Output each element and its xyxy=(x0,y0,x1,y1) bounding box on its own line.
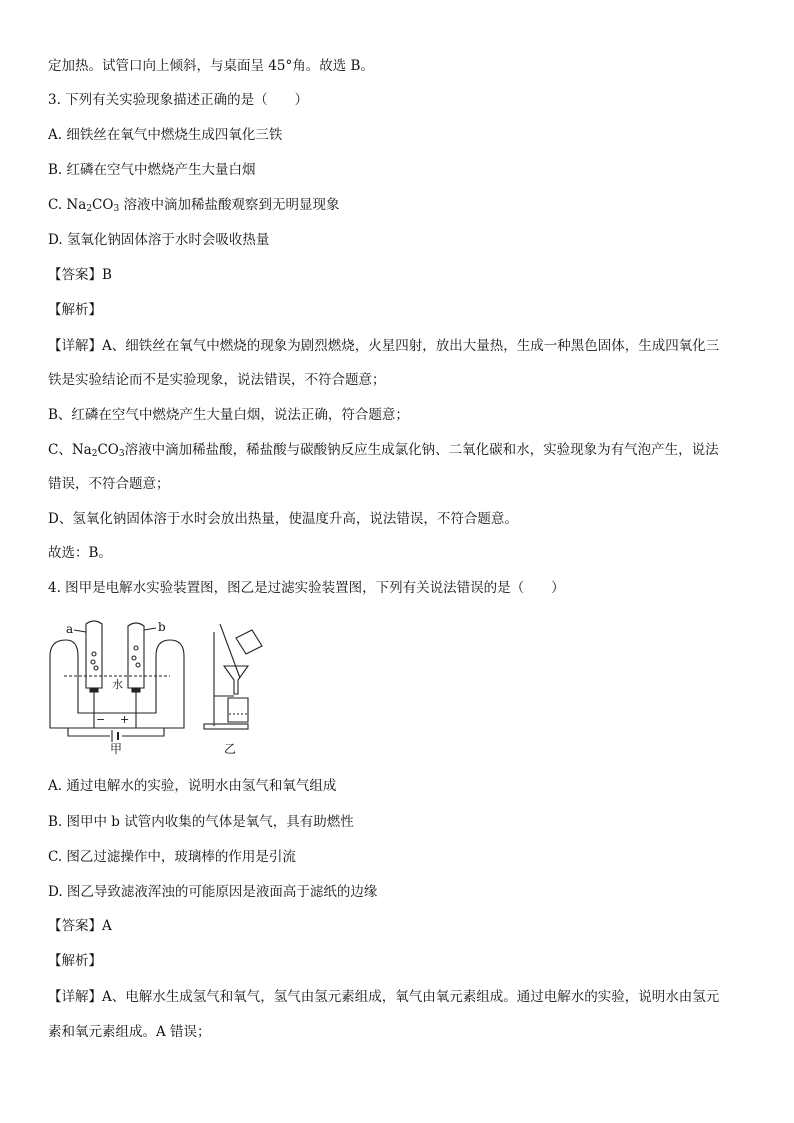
figure-caption-jia: 甲 xyxy=(110,742,123,756)
question-3-stem: 3. 下列有关实验现象描述正确的是（ ） xyxy=(48,92,309,108)
question-4-detail-line: 【详解】A、电解水生成氢气和氧气，氢气由氢元素组成，氧气由氧元素组成。通过电解水的实验，说明水由氢元 xyxy=(48,989,720,1005)
question-4-stem: 4. 图甲是电解水实验装置图，图乙是过滤实验装置图，下列有关说法错误的是（ ） xyxy=(48,580,565,596)
question-3-detail-line: 铁是实验结论而不是实验现象，说法错误，不符合题意； xyxy=(48,372,386,388)
question-3-detail-line: B、红磷在空气中燃烧产生大量白烟，说法正确，符合题意； xyxy=(48,407,409,423)
question-3-detail-line: 【详解】A、细铁丝在氧气中燃烧的现象为剧烈燃烧，火星四射，放出大量热，生成一种黑色固体，生成四氧化三 xyxy=(48,338,720,354)
water-label: 水 xyxy=(112,678,123,691)
apparatus-drawing xyxy=(48,618,308,763)
positive-terminal-label: + xyxy=(120,713,130,726)
question-4-option-a: A. 通过电解水的实验，说明水由氢气和氧气组成 xyxy=(48,778,337,794)
question-3-option-a: A. 细铁丝在氧气中燃烧生成四氧化三铁 xyxy=(48,127,283,143)
tube-a-label: a xyxy=(66,622,74,636)
question-3-analysis-heading: 【解析】 xyxy=(48,302,102,318)
question-4-answer: 【答案】A xyxy=(48,918,112,934)
question-4-analysis-heading: 【解析】 xyxy=(48,953,102,969)
question-3-conclusion: 故选：B。 xyxy=(48,545,112,561)
tube-b-label: b xyxy=(158,620,166,634)
question-4-option-d: D. 图乙导致滤液浑浊的可能原因是液面高于滤纸的边缘 xyxy=(48,884,378,900)
question-4-option-c: C. 图乙过滤操作中，玻璃棒的作用是引流 xyxy=(48,849,296,865)
figure-caption-yi: 乙 xyxy=(224,742,237,756)
question-3-detail-line: D、氢氧化钠固体溶于水时会放出热量，使温度升高，说法错误，不符合题意。 xyxy=(48,511,518,527)
question-3-answer: 【答案】B xyxy=(48,267,112,283)
negative-terminal-label: − xyxy=(96,713,106,726)
question-4-option-b: B. 图甲中 b 试管内收集的气体是氧气，具有助燃性 xyxy=(48,814,354,830)
question-3-option-d: D. 氢氧化钠固体溶于水时会吸收热量 xyxy=(48,232,270,248)
question-4-detail-line: 素和氧元素组成。A 错误； xyxy=(48,1024,211,1040)
question-3-detail-line: 错误，不符合题意； xyxy=(48,476,170,492)
question-3-option-b: B. 红磷在空气中燃烧产生大量白烟 xyxy=(48,162,256,178)
question-3-detail-line: C、$Na_2CO_3$溶液中滴加稀盐酸，稀盐酸与碳酸钠反应生成氯化钠、二氧化碳和水，实验现象为有气泡产生，说法 xyxy=(48,442,719,459)
text-line: 定加热。试管口向上倾斜，与桌面呈 45°角。故选 B。 xyxy=(48,58,374,74)
question-3-option-c: C. $Na_2CO_3$ 溶液中滴加稀盐酸观察到无明显现象 xyxy=(48,197,340,214)
apparatus-figure xyxy=(48,618,308,763)
